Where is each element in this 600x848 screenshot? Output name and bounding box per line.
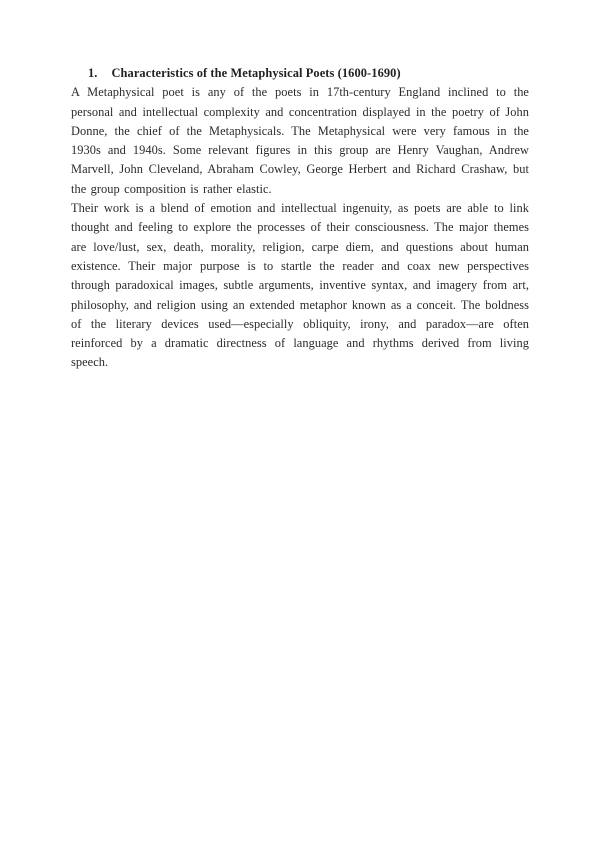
section-heading [71, 64, 529, 83]
document-content [71, 64, 529, 373]
section-heading-number: 1. [88, 66, 98, 80]
paragraph-2: Their work is a blend of emotion and intellectual ingenuity, as poets are able to link thought and feeling to explore the processes of their consciousness. The major themes are love/lust, sex, death, morality, religion, carpe diem, and questions about human existence. Their major purpose is to startle the reader and coax new perspectives through paradoxical images, subtle arguments, inventive syntax, and imagery from art, philosophy, and religion using an extended metaphor known as a conceit. The boldness of the literary devices used—especially obliquity, irony, and paradox—are often reinforced by a dramatic directness of language and rhythms derived from living speech. [71, 201, 529, 370]
section-heading-text: Characteristics of the Metaphysical Poets (1600-1690) [111, 66, 401, 80]
paragraph-1: A Metaphysical poet is any of the poets in 17th-century England inclined to the personal and intellectual complexity and concentration displayed in the poetry of John Donne, the chief of the Metaphysicals. The Metaphysical were very famous in the 1930s and 1940s. Some relevant figures in this group are Henry Vaughan, Andrew Marvell, John Cleveland, Abraham Cowley, George Herbert and Richard Crashaw, but the group composition is rather elastic. [71, 85, 529, 196]
